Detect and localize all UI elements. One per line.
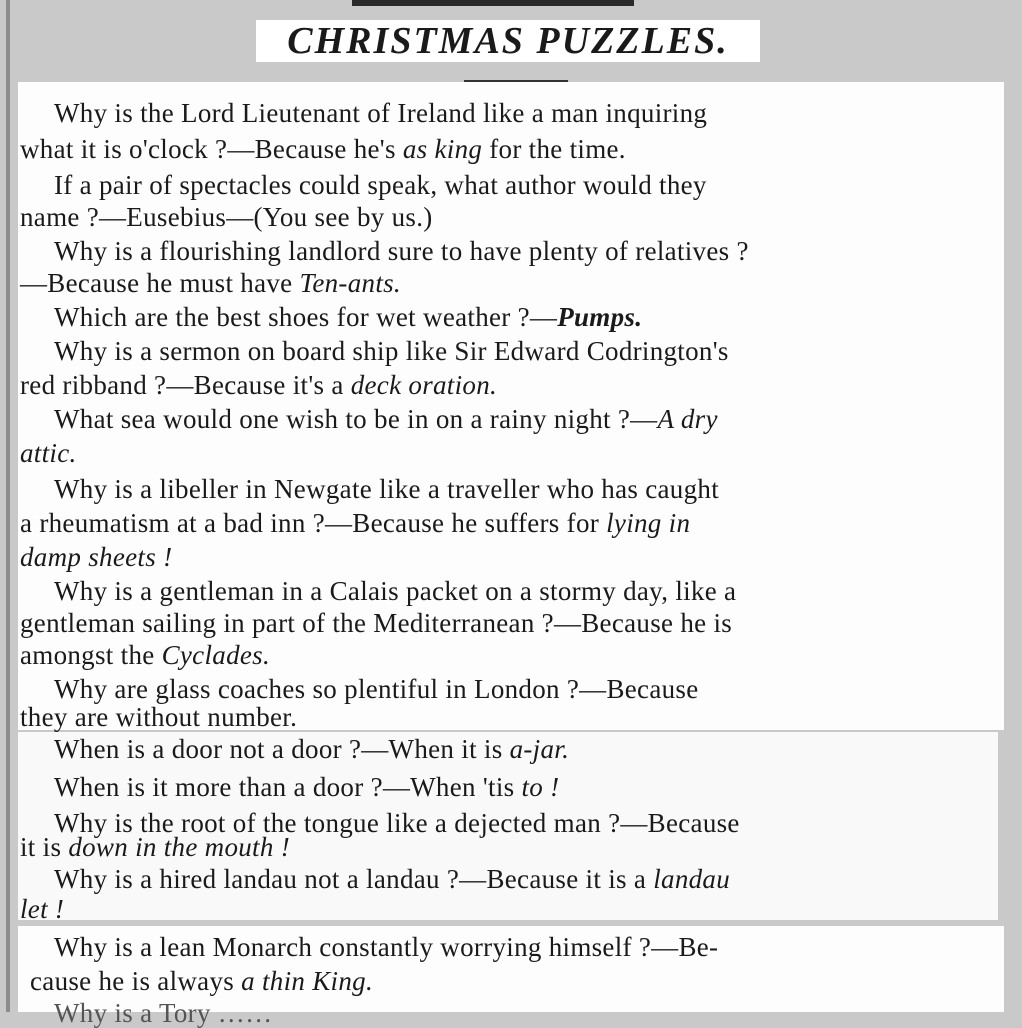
puzzle-line: If a pair of spectacles could speak, what author would they: [54, 170, 707, 200]
puzzle-line: Why is a hired landau not a landau ?—Because it is a landau: [54, 864, 731, 894]
puzzle-line: what it is o'clock ?—Because he's as king for the time.: [20, 134, 626, 164]
puzzle-line: attic.: [20, 438, 77, 468]
puzzle-line: When is a door not a door ?—When it is a-jar.: [54, 734, 570, 764]
puzzle-line: gentleman sailing in part of the Mediterranean ?—Because he is: [20, 608, 733, 638]
puzzle-line: they are without number.: [20, 702, 298, 732]
puzzle-line: Why is the Lord Lieutenant of Ireland like a man inquiring: [54, 98, 708, 128]
puzzle-line: name ?—Eusebius—(You see by us.): [20, 202, 433, 232]
puzzle-line: cause he is always a thin King.: [30, 966, 374, 996]
puzzle-line: Why is a libeller in Newgate like a traveller who has caught: [54, 474, 720, 504]
puzzle-line: damp sheets !: [20, 542, 173, 572]
text-column-block-1: [18, 82, 1004, 730]
puzzle-line: red ribband ?—Because it's a deck oration.: [20, 370, 498, 400]
title-box: [256, 20, 760, 62]
puzzle-line: Which are the best shoes for wet weather ?—Pumps.: [54, 302, 643, 332]
puzzle-line: Why is the root of the tongue like a dejected man ?—Because: [54, 808, 740, 838]
puzzle-line: Why is a sermon on board ship like Sir Edward Codrington's: [54, 336, 729, 366]
puzzle-line: it is down in the mouth !: [20, 832, 290, 862]
text-column-block-3: [18, 926, 1004, 1028]
puzzle-line: a rheumatism at a bad inn ?—Because he suffers for lying in: [20, 508, 691, 538]
puzzle-line: Why is a flourishing landlord sure to have plenty of relatives ?: [54, 236, 749, 266]
puzzle-line: Why is a gentleman in a Calais packet on a stormy day, like a: [54, 576, 737, 606]
cutoff-line: Why is a Tory ……: [54, 998, 273, 1028]
page-edge-shadow: [6, 0, 10, 1012]
text-column-block-2: [18, 732, 998, 924]
puzzle-line: —Because he must have Ten-ants.: [20, 268, 401, 298]
puzzle-line: Why is a lean Monarch constantly worrying himself ?—Be-: [54, 932, 719, 962]
puzzle-line: amongst the Cyclades.: [20, 640, 271, 670]
top-rule: [352, 0, 634, 6]
puzzle-line: let !: [20, 894, 65, 924]
puzzle-line: Why are glass coaches so plentiful in London ?—Because: [54, 674, 699, 704]
puzzle-line: When is it more than a door ?—When 'tis to !: [54, 772, 560, 802]
page-title: CHRISTMAS PUZZLES.: [287, 20, 729, 62]
puzzle-line: What sea would one wish to be in on a rainy night ?—A dry: [54, 404, 718, 434]
